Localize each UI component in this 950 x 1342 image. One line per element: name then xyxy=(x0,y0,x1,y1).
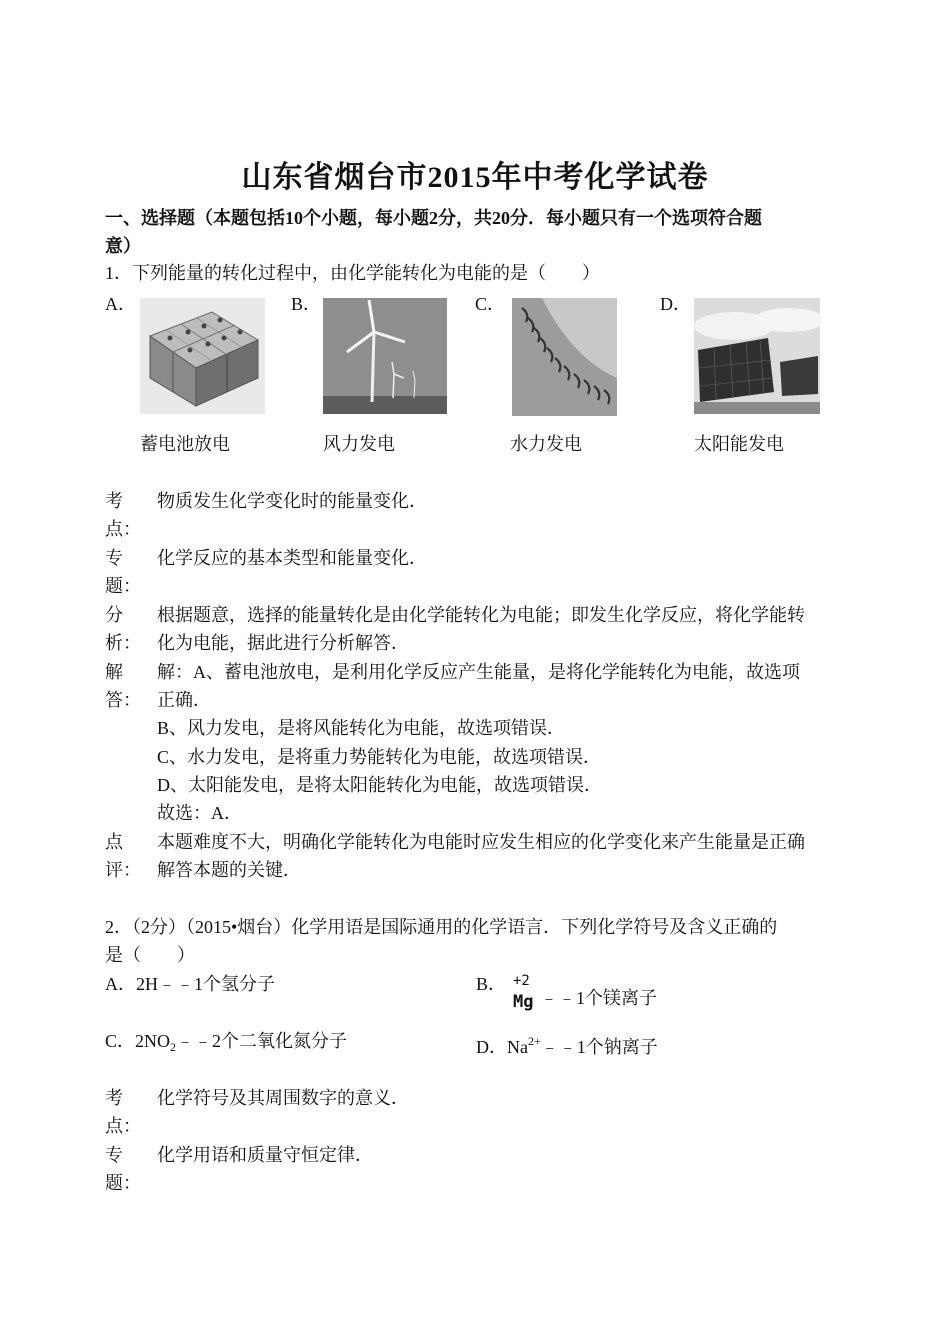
q1-zhuanti-text: 化学反应的基本类型和能量变化． xyxy=(157,548,427,568)
q1-fenxi-line1: 根据题意，选择的能量转化是由化学能转化为电能；即发生化学反应，将化学能转 xyxy=(157,605,805,625)
q2-option-d-formula: Na xyxy=(507,1037,528,1057)
section-heading-line1: 一、选择题（本题包括10个小题，每小题2分，共20分．每小题只有一个选项符合题 xyxy=(105,208,762,228)
q2-option-c xyxy=(105,1027,347,1061)
q2-option-b-symbol: Mg xyxy=(513,992,534,1012)
q1-kaodian-label-2: 点： xyxy=(105,519,141,539)
q1-option-b-caption: 风力发电 xyxy=(323,434,395,454)
q2-option-c-subscript: 2 xyxy=(170,1040,177,1054)
q2-option-c-letter: C． xyxy=(105,1031,136,1051)
q2-option-b-charge: +2 xyxy=(513,973,530,989)
q2-stem-line2: 是（ ） xyxy=(105,945,195,965)
q1-option-b-letter: B． xyxy=(291,294,322,314)
wind-turbine-photo xyxy=(323,298,447,414)
q2-option-b-letter: B． xyxy=(476,974,507,994)
q2-option-b-text: ﹣﹣1个镁离子 xyxy=(540,988,657,1008)
q1-dianping-line1: 本题难度不大，明确化学能转化为电能时应发生相应的化学变化来产生能量是正确 xyxy=(157,832,805,852)
q1-jieda-line5: D、太阳能发电，是将太阳能转化为电能，故选项错误． xyxy=(157,775,602,795)
q2-zhuanti-text: 化学用语和质量守恒定律． xyxy=(157,1145,373,1165)
q2-option-a-letter: A． xyxy=(105,974,136,994)
q1-dianping-line2: 解答本题的关键． xyxy=(157,860,301,880)
q2-option-d-text: ﹣﹣1个钠离子 xyxy=(540,1037,658,1057)
q1-jieda-line6: 故选：A． xyxy=(157,803,242,823)
q2-stem-line1: 2．（2分）（2015•烟台）化学用语是国际通用的化学语言．下列化学符号及含义正确的 xyxy=(105,917,778,937)
q1-option-a-letter: A． xyxy=(105,294,136,314)
q1-fenxi-label-2: 析： xyxy=(105,633,141,653)
q2-option-a-text: 2H﹣﹣1个氢分子 xyxy=(136,974,275,994)
page-title: 山东省烟台市2015年中考化学试卷 xyxy=(241,161,709,194)
battery-pack-photo xyxy=(140,298,265,414)
q1-jieda-line2: 正确． xyxy=(157,690,211,710)
q1-option-d-caption: 太阳能发电 xyxy=(694,434,784,454)
q1-jieda-label-1: 解 xyxy=(105,662,123,682)
q1-option-c-letter: C． xyxy=(475,294,506,314)
q1-zhuanti-label-1: 专 xyxy=(105,548,123,568)
q1-fenxi-label-1: 分 xyxy=(105,605,123,625)
q2-option-d-letter: D． xyxy=(476,1037,507,1057)
hydro-turbine-photo xyxy=(512,298,617,416)
q2-kaodian-text: 化学符号及其周围数字的意义． xyxy=(157,1088,409,1108)
q1-jieda-line1: 解：A、蓄电池放电，是利用化学反应产生能量，是将化学能转化为电能，故选项 xyxy=(157,662,800,682)
q2-zhuanti-label-2: 题： xyxy=(105,1173,141,1193)
q1-dianping-label-2: 评： xyxy=(105,860,141,880)
q1-jieda-label-2: 答： xyxy=(105,690,141,710)
q1-kaodian-text: 物质发生化学变化时的能量变化． xyxy=(157,491,427,511)
q1-option-d-letter: D． xyxy=(660,294,691,314)
q2-option-d xyxy=(476,1027,658,1061)
q2-option-c-text: ﹣﹣2个二氧化氮分子 xyxy=(176,1031,348,1051)
q1-dianping-label-1: 点 xyxy=(105,832,123,852)
q2-option-d-superscript: 2+ xyxy=(528,1034,541,1048)
q1-jieda-line3: B、风力发电，是将风能转化为电能，故选项错误． xyxy=(157,718,566,738)
section-heading-line2: 意） xyxy=(105,236,141,256)
solar-panel-photo xyxy=(694,298,820,414)
q1-kaodian-label-1: 考 xyxy=(105,491,123,511)
q1-jieda-line4: C、水力发电，是将重力势能转化为电能，故选项错误． xyxy=(157,747,602,767)
q2-option-c-formula: 2NO xyxy=(135,1031,171,1051)
q1-option-a-caption: 蓄电池放电 xyxy=(140,434,230,454)
q1-zhuanti-label-2: 题： xyxy=(105,576,141,596)
q2-option-a xyxy=(105,970,275,998)
q2-kaodian-label-1: 考 xyxy=(105,1088,123,1108)
q1-stem: 1．下列能量的转化过程中，由化学能转化为电能的是（ ） xyxy=(105,263,600,283)
q2-zhuanti-label-1: 专 xyxy=(105,1145,123,1165)
q2-kaodian-label-2: 点： xyxy=(105,1116,141,1136)
q1-option-c-caption: 水力发电 xyxy=(510,434,582,454)
q1-fenxi-line2: 化为电能，据此进行分析解答． xyxy=(157,633,409,653)
